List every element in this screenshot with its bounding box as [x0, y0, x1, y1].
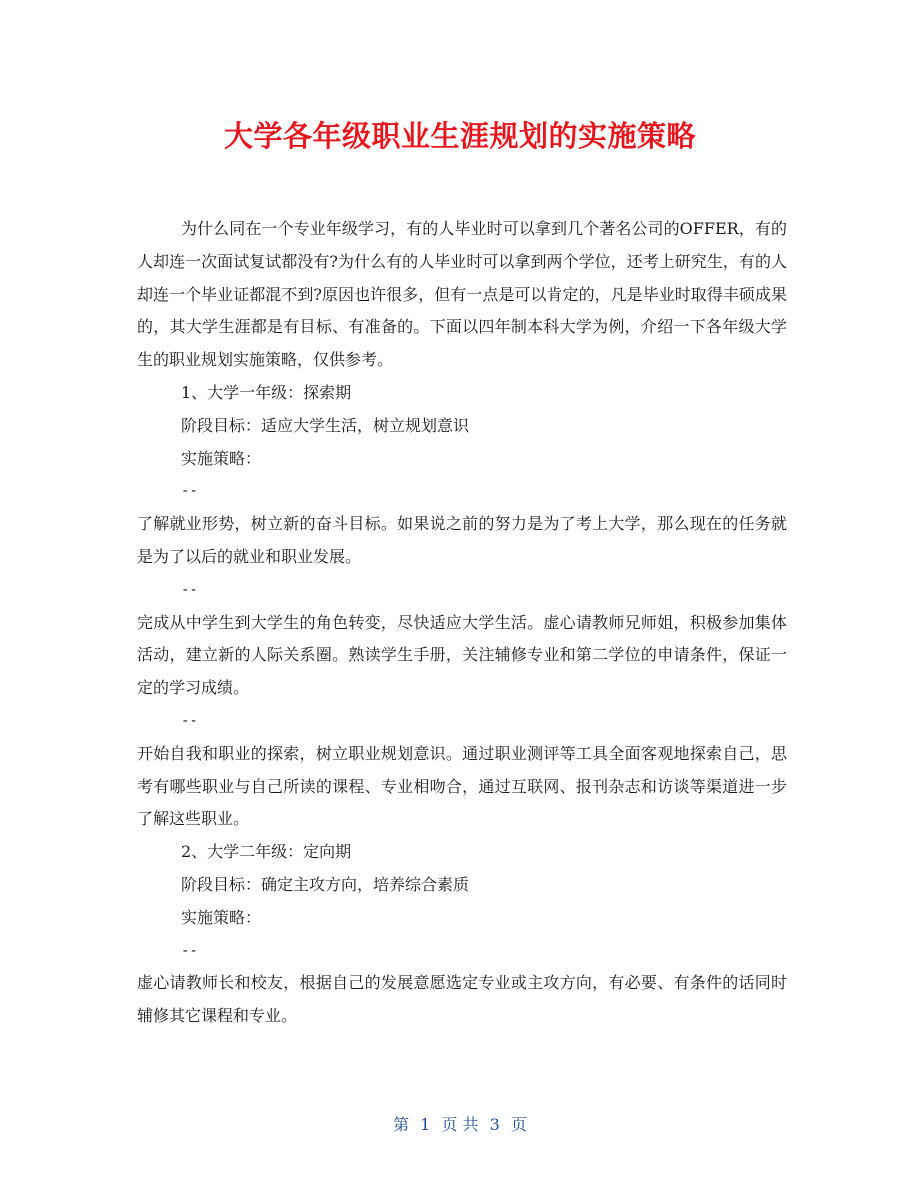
strategy-item: 了解就业形势，树立新的奋斗目标。如果说之前的努力是为了考上大学，那么现在的任务就是为了以后的就业和职业发展。 [137, 514, 787, 566]
dash-separator: -- [181, 712, 198, 729]
page-prefix: 第 [393, 1115, 410, 1134]
document-body [137, 213, 787, 1033]
current-page-number: 1 [420, 1115, 431, 1134]
total-page-number: 3 [489, 1115, 500, 1134]
strategy-item: 完成从中学生到大学生的角色转变，尽快适应大学生活。虚心请教师兄师姐，积极参加集体活动，建立新的人际关系圈。熟读学生手册，关注辅修专业和第二学位的申请条件，保证一定的学习成绩。 [137, 612, 787, 698]
dash-separator: -- [181, 581, 198, 598]
document-title: 大学各年级职业生涯规划的实施策略 [223, 119, 696, 153]
dash-separator: -- [181, 942, 198, 959]
strategy-label-year2: 实施策略： [181, 907, 262, 927]
dash-separator: -- [181, 483, 198, 500]
stage-goal-year2: 阶段目标：确定主攻方向，培养综合素质 [181, 874, 470, 894]
section-heading-year1: 1、大学一年级：探索期 [181, 382, 352, 402]
strategy-item: 虚心请教师长和校友，根据自己的发展意愿选定专业或主攻方向，有必要、有条件的话同时辅修其它课程和专业。 [137, 973, 787, 1026]
page-footer [0, 1112, 920, 1135]
section-heading-year2: 2、大学二年级：定向期 [181, 842, 352, 862]
stage-goal-year1: 阶段目标：适应大学生活，树立规划意识 [181, 415, 470, 435]
page-suffix: 页 [510, 1115, 527, 1134]
page-mid-text: 页 共 [441, 1115, 479, 1134]
strategy-label-year1: 实施策略： [181, 448, 262, 468]
intro-paragraph: 为什么同在一个专业年级学习，有的人毕业时可以拿到几个著名公司的OFFER，有的人却连一次面试复试都没有?为什么有的人毕业时可以拿到两个学位，还考上研究生，有的人却连一个毕业证都混不到?原因也许很多，但有一点是可以肯定的，凡是毕业时取得丰硕成果的，其大学生涯都是有目标、有准备的。下面以四年制本科大学为例，介绍一下各年级大学生的职业规划实施策略，仅供参考。 [137, 219, 787, 370]
strategy-item: 开始自我和职业的探索，树立职业规划意识。通过职业测评等工具全面客观地探索自己，思考有哪些职业与自己所读的课程、专业相吻合，通过互联网、报刊杂志和访谈等渠道进一步了解这些职业。 [137, 743, 787, 829]
